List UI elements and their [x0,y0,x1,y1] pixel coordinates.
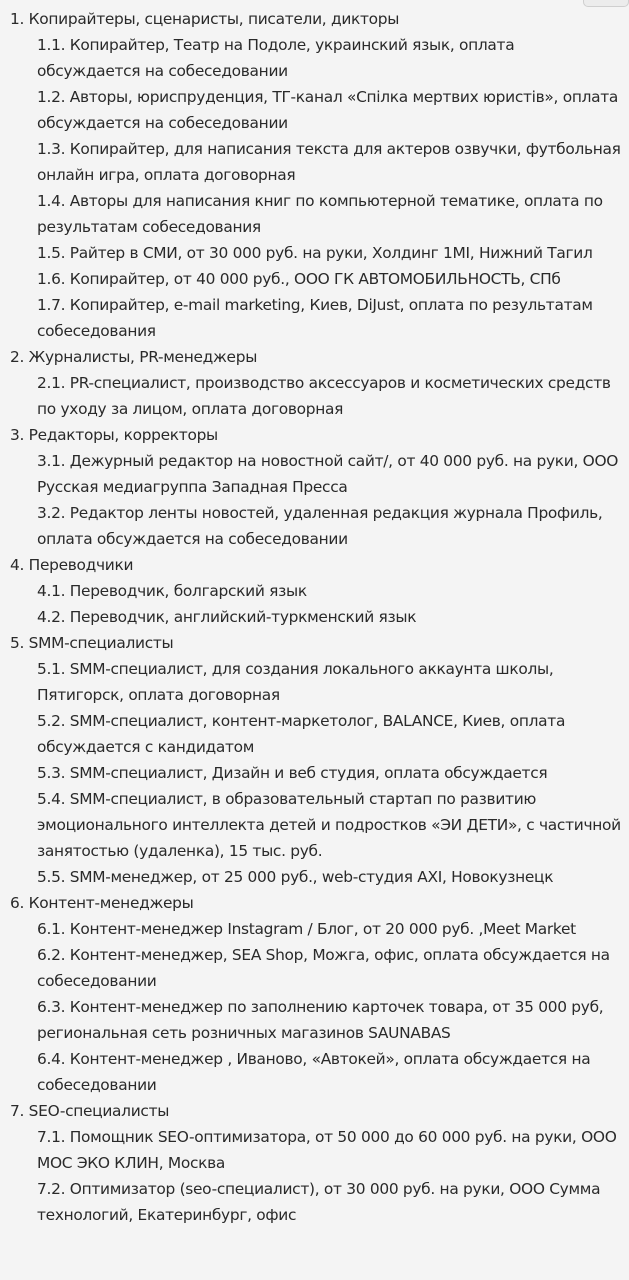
vacancy-item: 1.5. Райтер в СМИ, от 30 000 руб. на руки, Холдинг 1MI, Нижний Тагил [37,244,593,262]
vacancy-list [10,1124,621,1228]
vacancy-item: 7.2. Оптимизатор (seo-специалист), от 30 000 руб. на руки, ООО Сумма технологий, Екатеринбург, офис [37,1180,601,1224]
vacancy-list [10,370,621,422]
vacancy-item: 1.3. Копирайтер, для написания текста для актеров озвучки, футбольная онлайн игра, оплата договорная [37,140,621,184]
section-title: 7. SEO-специалисты [10,1102,170,1120]
vacancy-item: 1.2. Авторы, юриспруденция, ТГ-канал «Спілка мертвих юристів», оплата обсуждается на собеседовании [37,88,619,132]
vacancy-item: 1.7. Копирайтер, e-mail marketing, Киев, DiJust, оплата по результатам собеседования [37,296,593,340]
corner-tab[interactable] [583,0,629,7]
section-title: 5. SMM-специалисты [10,634,174,652]
vacancy-item: 6.2. Контент-менеджер, SEA Shop, Можга, офис, оплата обсуждается на собеседовании [37,946,610,990]
section [10,552,621,630]
vacancy-item: 2.1. PR-специалист, производство аксессуаров и косметических средств по уходу за лицом, оплата договорная [37,374,611,418]
vacancy-item: 4.1. Переводчик, болгарский язык [37,582,307,600]
section-title: 1. Копирайтеры, сценаристы, писатели, дикторы [10,10,400,28]
section-title: 2. Журналисты, PR-менеджеры [10,348,258,366]
vacancy-list [10,32,621,344]
vacancy-list [10,578,621,630]
section-title: 4. Переводчики [10,556,134,574]
vacancy-list [10,448,621,552]
section-list [10,6,621,1228]
section [10,422,621,552]
section [10,630,621,890]
section-title: 3. Редакторы, корректоры [10,426,218,444]
vacancy-item: 1.1. Копирайтер, Театр на Подоле, украинский язык, оплата обсуждается на собеседовании [37,36,515,80]
section [10,6,621,344]
vacancy-item: 6.3. Контент-менеджер по заполнению карточек товара, от 35 000 руб, региональная сеть розничных магазинов SAUNABAS [37,998,604,1042]
vacancy-item: 7.1. Помощник SEO-оптимизатора, от 50 000 до 60 000 руб. на руки, ООО МОС ЭКО КЛИН, Москва [37,1128,617,1172]
vacancy-item: 6.4. Контент-менеджер , Иваново, «Автокей», оплата обсуждается на собеседовании [37,1050,591,1094]
section [10,890,621,1098]
section-title: 6. Контент-менеджеры [10,894,194,912]
vacancy-item: 3.1. Дежурный редактор на новостной сайт/, от 40 000 руб. на руки, ООО Русская медиагруппа Западная Пресса [37,452,619,496]
section [10,1098,621,1228]
vacancy-item: 5.4. SMM-специалист, в образовательный стартап по развитию эмоционального интеллекта детей и подростков «ЭИ ДЕТИ», с частичной занятостью (удаленка), 15 тыс. руб. [37,790,621,860]
section [10,344,621,422]
vacancy-item: 5.5. SMM-менеджер, от 25 000 руб., web-студия AXI, Новокузнецк [37,868,554,886]
vacancy-item: 1.6. Копирайтер, от 40 000 руб., ООО ГК АВТОМОБИЛЬНОСТЬ, СПб [37,270,561,288]
vacancy-item: 6.1. Контент-менеджер Instagram / Блог, от 20 000 руб. ,Meet Market [37,920,576,938]
vacancy-list [10,656,621,890]
vacancy-item: 5.1. SMM-специалист, для создания локального аккаунта школы, Пятигорск, оплата договорная [37,660,554,704]
vacancy-item: 4.2. Переводчик, английский-туркменский язык [37,608,417,626]
vacancy-list [10,916,621,1098]
vacancy-item: 1.4. Авторы для написания книг по компьютерной тематике, оплата по результатам собеседования [37,192,603,236]
vacancy-item: 5.2. SMM-специалист, контент-маркетолог, BALANCE, Киев, оплата обсуждается с кандидатом [37,712,566,756]
vacancy-item: 3.2. Редактор ленты новостей, удаленная редакция журнала Профиль, оплата обсуждается на собеседовании [37,504,603,548]
vacancy-item: 5.3. SMM-специалист, Дизайн и веб студия, оплата обсуждается [37,764,548,782]
